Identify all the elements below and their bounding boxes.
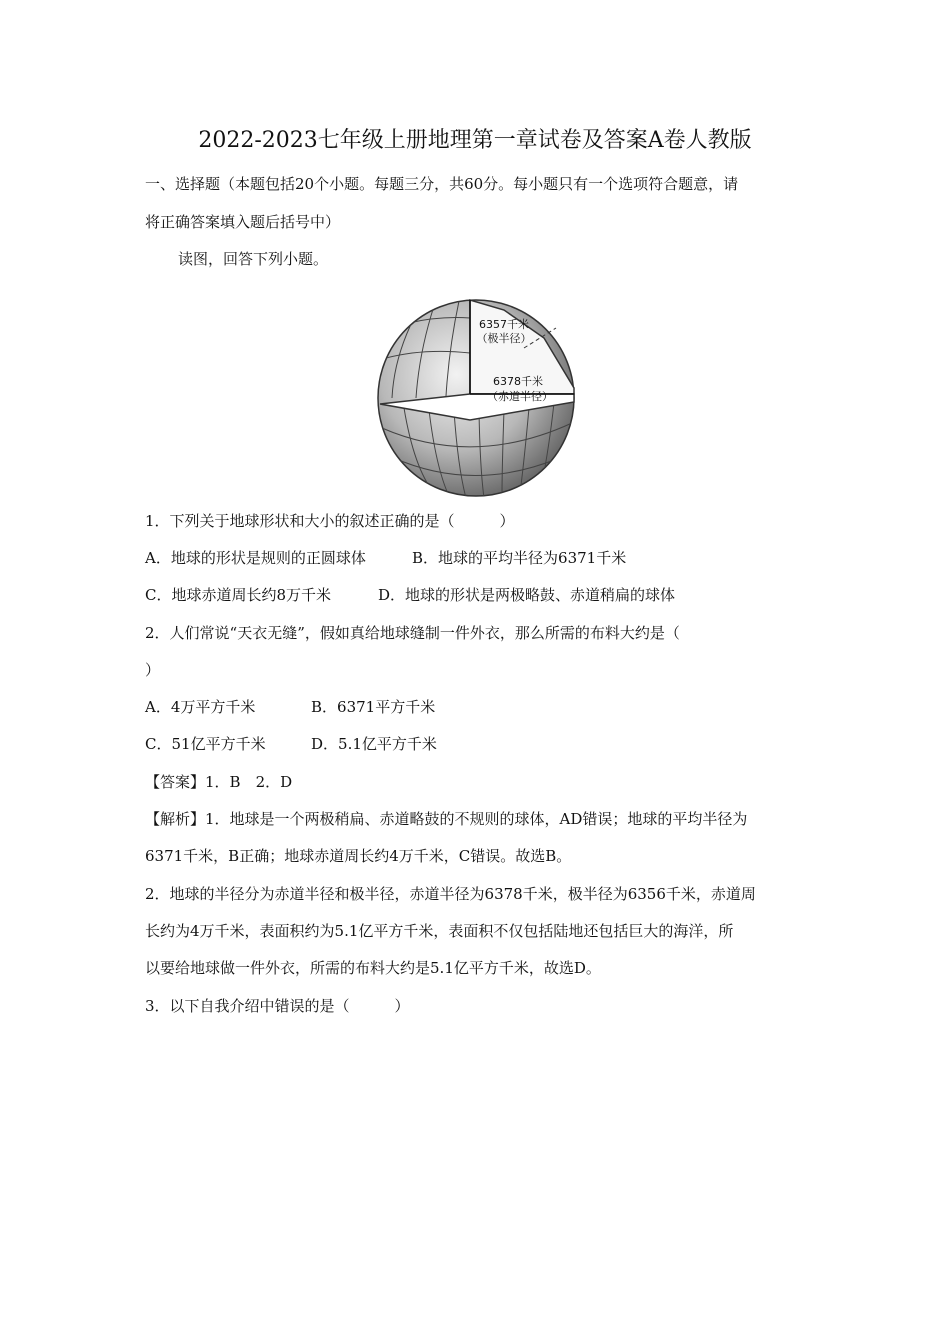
- analysis-line-5: 以要给地球做一件外衣，所需的布料大约是5.1亿平方千米，故选D。: [145, 959, 601, 977]
- section-heading-line-1: 一、选择题（本题包括20个小题。每题三分，共60分。每小题只有一个选项符合题意，请: [145, 175, 739, 193]
- analysis-line-3: 2．地球的半径分为赤道半径和极半径，赤道半径为6378千米，极半径为6356千米，赤道周: [145, 885, 756, 903]
- question-2-option-b: B．6371平方千米: [311, 698, 436, 716]
- question-2-stem-line-1: 2．人们常说“天衣无缝”，假如真给地球缝制一件外衣，那么所需的布料大约是（: [145, 624, 680, 642]
- question-2-stem-line-2: ）: [145, 661, 161, 679]
- question-1-option-a: A．地球的形状是规则的正圆球体: [145, 549, 366, 567]
- analysis-line-4: 长约为4万千米，表面积约为5.1亿平方千米，表面积不仅包括陆地还包括巨大的海洋，所: [145, 922, 734, 940]
- question-1-option-d: D．地球的形状是两极略鼓、赤道稍扁的球体: [378, 586, 676, 604]
- analysis-line-1: 【解析】1．地球是一个两极稍扁、赤道略鼓的不规则的球体，AD错误；地球的平均半径为: [145, 810, 748, 828]
- intro-text: 读图，回答下列小题。: [178, 250, 329, 268]
- question-2-option-d: D．5.1亿平方千米: [311, 735, 437, 753]
- question-1-option-c: C．地球赤道周长约8万千米: [145, 586, 332, 604]
- earth-radius-figure: [374, 298, 578, 498]
- page-title: 2022-2023七年级上册地理第一章试卷及答案A卷人教版: [198, 128, 752, 153]
- question-1-stem: 1．下列关于地球形状和大小的叙述正确的是（ ）: [145, 512, 515, 530]
- question-2-option-a: A．4万平方千米: [145, 698, 256, 716]
- answer-line: 【答案】1．B 2．D: [145, 773, 293, 791]
- question-3-stem: 3．以下自我介绍中错误的是（ ）: [145, 997, 410, 1015]
- analysis-line-2: 6371千米，B正确；地球赤道周长约4万千米，C错误。故选B。: [145, 847, 572, 865]
- polar-radius-label: （极半径）: [476, 332, 532, 345]
- question-1-option-b: B．地球的平均半径为6371千米: [412, 549, 627, 567]
- equatorial-radius-label: （赤道半径）: [487, 390, 553, 403]
- polar-radius-value: 6357千米: [479, 318, 529, 331]
- equatorial-radius-value: 6378千米: [493, 375, 543, 388]
- question-2-option-c: C．51亿平方千米: [145, 735, 266, 753]
- section-heading-line-2: 将正确答案填入题后括号中）: [145, 213, 341, 231]
